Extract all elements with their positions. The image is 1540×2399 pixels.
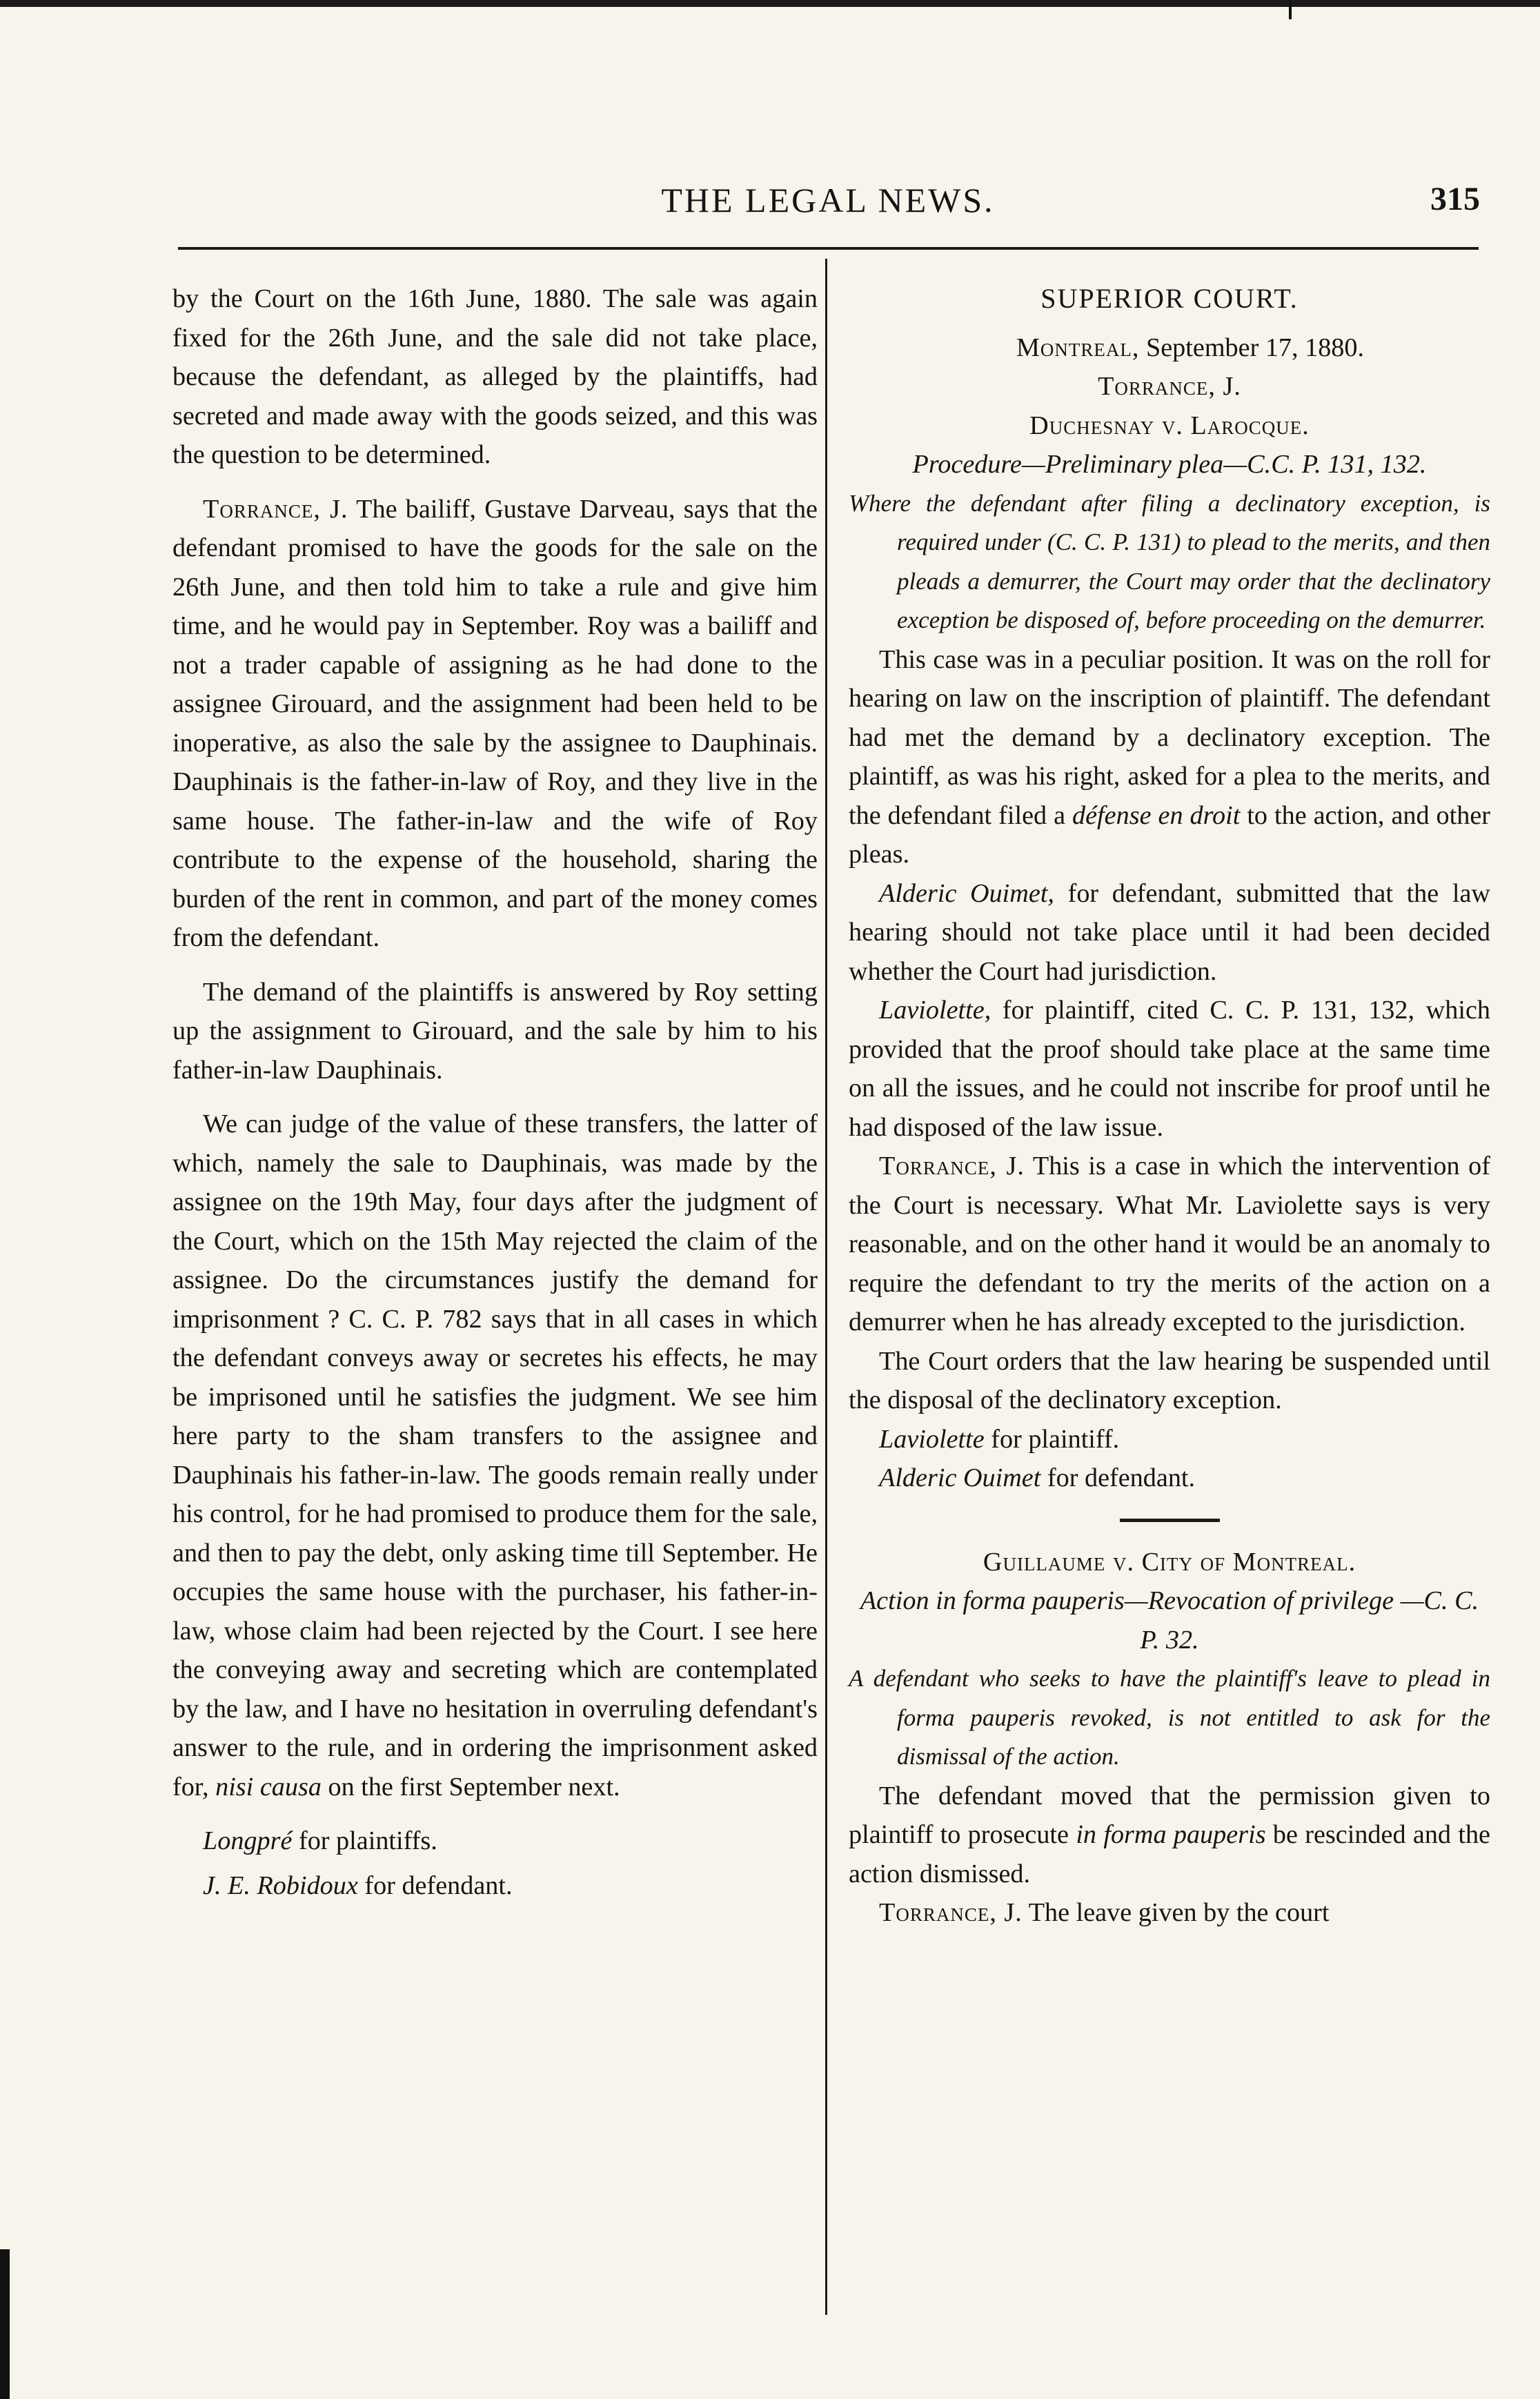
counsel-line: J. E. Robidoux for defendant. <box>203 1870 513 1900</box>
judge-name: Torrance, J. <box>203 494 348 524</box>
paragraph: Alderic Ouimet, for defendant, submitted that the law hearing should not take place until it had been decided whether the Court had jurisdiction. <box>849 878 1490 986</box>
paragraph: This case was in a peculiar position. It was on the roll for hearing on law on the inscription of plaintiff. The defendant had met the demand by a declinatory exception. The plaintiff, as was his right, asked for a plea to the merits, and the defendant filed a défense en droit to the action, and other pleas. <box>849 644 1491 869</box>
case-headnote: Where the defendant after filing a declinatory exception, is required under (C. C. P. 131) to plead to the merits, and then pleads a demurrer, the Court may order that the declinatory exception be disposed of, before proceeding on the demurrer. <box>849 489 1490 633</box>
top-border-rule <box>0 0 1540 7</box>
binding-edge <box>0 2249 10 2399</box>
court-heading: SUPERIOR COURT. <box>1040 283 1299 314</box>
page-number: 315 <box>1430 181 1480 217</box>
paragraph: Laviolette, for plaintiff, cited C. C. P. 131, 132, which provided that the proof should take place at the same time on all the issues, and he could not inscribe for proof until he had disposed of the law issue. <box>849 996 1490 1142</box>
paragraph: The Court orders that the law hearing be suspended until the disposal of the declinatory exception. <box>849 1346 1490 1414</box>
running-header <box>176 176 1480 224</box>
dateline: Montreal, September 17, 1880. <box>1016 333 1365 362</box>
counsel-name: Longpré <box>203 1826 293 1855</box>
column-divider <box>825 259 827 2315</box>
publication-title: THE LEGAL NEWS. <box>661 181 995 219</box>
case-subject: Procedure—Preliminary plea—C.C. P. 131, 132. <box>912 450 1427 479</box>
top-tick-mark <box>1289 0 1292 19</box>
section-divider <box>1120 1519 1220 1522</box>
case-title: Guillaume v. City of Montreal. <box>983 1547 1356 1577</box>
paragraph: The defendant moved that the permission given to plaintiff to prosecute in forma pauperis be rescinded and the action dismissed. <box>849 1781 1490 1888</box>
counsel-line: Laviolette for plaintiff. <box>879 1424 1120 1454</box>
paragraph: Torrance, J. This is a case in which the intervention of the Court is necessary. What Mr. Laviolette says is very reasonable, and on the other hand it would be an anomaly to require the defendant to try the merits of the action on a demurrer when he has already excepted to the jurisdiction. <box>849 1152 1490 1336</box>
paragraph: We can judge of the value of these transfers, the latter of which, namely the sale to Dauphinais, was made by the assignee on the 19th May, four days after the judgment of the Court, which on the 15th May rejected the claim of the assignee. Do the circumstances justify the demand for imprisonment ? C. C. P. 782 says that in all cases in which the defendant conveys away or secretes his effects, he may be imprisoned until he satisfies the judgment. We see him here party to the sham transfers to the assignee and Dauphinais his father-in-law. The goods remain really under his control, for he had promised to produce them for the sale, and then to pay the debt, only asking time till September. He occupies the same house with the purchaser, his father-in-law, whose claim had been rejected by the Court. I see here the conveying away and secreting which are contemplated by the law, and I have no hesitation in overruling defendant's answer to the rule, and in ordering the imprisonment asked for, nisi causa on the first September next. <box>172 1109 818 1801</box>
case-subject: Action in forma pauperis—Revocation of privilege —C. C. P. 32. <box>860 1586 1479 1655</box>
counsel-line: Longpré for plaintiffs. <box>203 1826 437 1855</box>
case-headnote: A defendant who seeks to have the plaintiff's leave to plead in forma pauperis revoked, is not entitled to ask for the dismissal of the action. <box>849 1665 1490 1770</box>
paragraph: The demand of the plaintiffs is answered by Roy setting up the assignment to Girouard, and the sale by him to his father-in-law Dauphinais. <box>172 977 818 1085</box>
header-rule <box>178 247 1479 250</box>
case-title: Duchesnay v. Larocque. <box>1029 411 1310 440</box>
right-column <box>849 279 1490 1933</box>
paragraph: Torrance, J. The bailiff, Gustave Darveau, says that the defendant promised to have the goods for the sale on the 26th June, and then told him to take a rule and give him time, and he would pay in September. Roy was a bailiff and not a trader capable of assigning as he had done to the assignee Girouard, and the assignment had been held to be inoperative, as also the sale by the assignee to Dauphinais. Dauphinais is the father-in-law of Roy, and they live in the same house. The father-in-law and the wife of Roy contribute to the expense of the household, sharing the burden of the rent in common, and part of the money comes from the defendant. <box>172 494 818 952</box>
left-column <box>172 279 818 1905</box>
counsel-line: Alderic Ouimet for defendant. <box>879 1463 1196 1492</box>
paragraph: Torrance, J. The leave given by the court <box>879 1898 1330 1927</box>
paragraph: by the Court on the 16th June, 1880. The sale was again fixed for the 26th June, and the sale did not take place, because the defendant, as alleged by the plaintiffs, had secreted and made away with the goods seized, and this was the question to be determined. <box>172 284 818 469</box>
counsel-name: J. E. Robidoux <box>203 1870 358 1900</box>
judge-line: Torrance, J. <box>1098 372 1241 401</box>
